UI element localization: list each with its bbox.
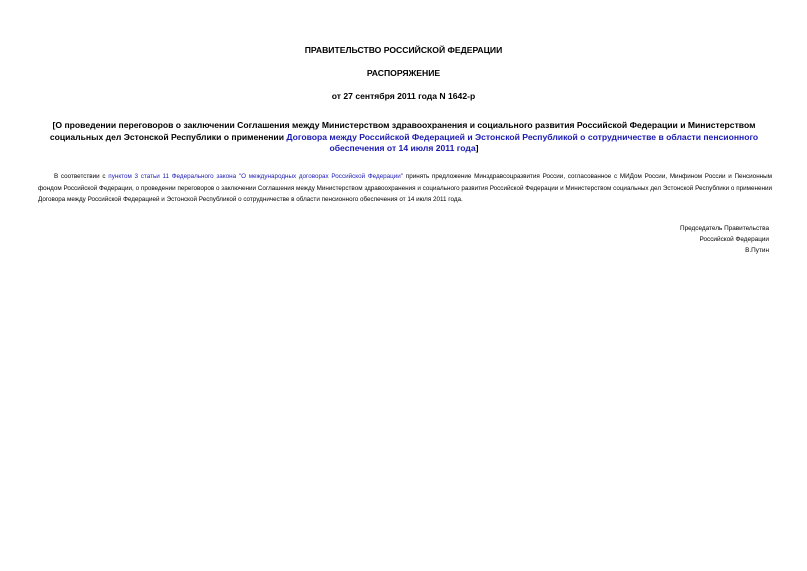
document-title <box>38 120 770 155</box>
document-type-heading: РАСПОРЯЖЕНИЕ <box>366 68 441 78</box>
document-body-paragraph <box>38 171 772 206</box>
government-heading: ПРАВИТЕЛЬСТВО РОССИЙСКОЙ ФЕДЕРАЦИИ <box>304 45 503 55</box>
signature-position: Председатель Правительства <box>680 225 769 232</box>
signature-block <box>680 223 769 257</box>
signature-name: В.Путин <box>745 247 769 255</box>
signature-organization: Российской Федерации <box>699 236 769 244</box>
document-date-number: от 27 сентября 2011 года N 1642-р <box>331 91 476 101</box>
title-treaty-link[interactable]: Договора между Российской Федерацией и Эстонской Республикой о сотрудничестве в области пенсионного обеспечения от 14 июля 2011 года <box>286 131 759 153</box>
title-text-suffix: ] <box>475 143 479 153</box>
body-law-link[interactable]: пунктом 3 статьи 11 Федерального закона "О международных договорах Российской Федерации" <box>108 173 404 180</box>
body-text-part2: принять предложение Минздравсоцразвития России, согласованное с МИДом России, Минфином России и Пенсионным фондом Российской Федерации, о проведении переговоров о заключении Соглашения между Министерством здравоохранения и социального развития Российской Федерации и Министерством социальных дел Эстонской Республики о применении Договора между Российской Федерацией и Эстонской Республикой о сотрудничестве в области пенсионного обеспечения от 14 июля 2011 года. <box>38 173 772 203</box>
title-text-prefix: [О проведении переговоров о заключении Соглашения между Министерством здравоохранения и социального развития Российской Федерации и Министерством социальных дел Эстонской Республики о применении <box>49 120 756 142</box>
body-text-part1: В соответствии с <box>54 173 109 180</box>
